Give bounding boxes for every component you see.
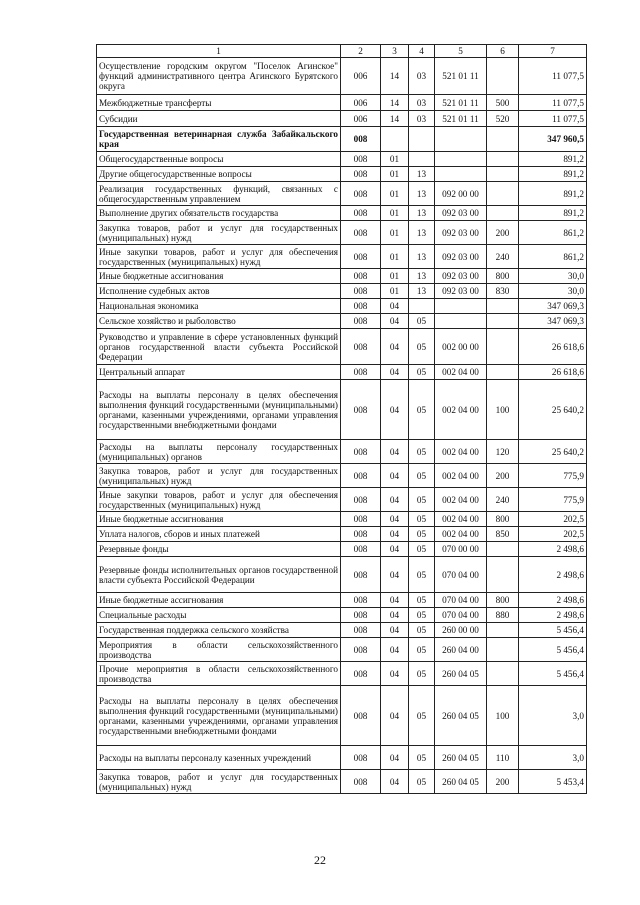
target-article-code: 092 03 00 <box>435 206 487 221</box>
expense-type-code <box>487 638 519 662</box>
expense-type-code: 240 <box>487 245 519 269</box>
row-description: Расходы на выплаты персоналу государственных (муниципальных) органов <box>97 440 341 464</box>
subsection-code: 05 <box>409 527 435 542</box>
amount: 26 618,6 <box>519 365 587 380</box>
row-description: Закупка товаров, работ и услуг для государственных (муниципальных) нужд <box>97 464 341 488</box>
subsection-code: 13 <box>409 269 435 284</box>
amount: 30,0 <box>519 284 587 299</box>
subsection-code: 13 <box>409 245 435 269</box>
row-description: Иные бюджетные ассигнования <box>97 593 341 608</box>
table-row <box>97 58 587 95</box>
subsection-code <box>409 299 435 314</box>
expense-type-code: 850 <box>487 527 519 542</box>
expense-type-code: 200 <box>487 770 519 794</box>
target-article-code: 002 04 00 <box>435 365 487 380</box>
ministry-code: 008 <box>341 557 381 593</box>
row-description: Мероприятия в области сельскохозяйственного производства <box>97 638 341 662</box>
row-description: Межбюджетные трансферты <box>97 95 341 111</box>
subsection-code: 05 <box>409 593 435 608</box>
ministry-code: 008 <box>341 127 381 152</box>
amount: 347 960,5 <box>519 127 587 152</box>
amount: 3,0 <box>519 746 587 770</box>
table-row <box>97 380 587 440</box>
table-row <box>97 746 587 770</box>
row-description: Специальные расходы <box>97 608 341 623</box>
table-row <box>97 245 587 269</box>
section-code: 04 <box>381 593 409 608</box>
section-code: 04 <box>381 314 409 329</box>
table-row <box>97 329 587 365</box>
table-row <box>97 488 587 512</box>
target-article-code: 092 03 00 <box>435 245 487 269</box>
row-description: Уплата налогов, сборов и иных платежей <box>97 527 341 542</box>
subsection-code: 13 <box>409 167 435 182</box>
ministry-code: 008 <box>341 608 381 623</box>
expense-type-code: 800 <box>487 269 519 284</box>
section-code: 04 <box>381 557 409 593</box>
section-code: 01 <box>381 245 409 269</box>
amount: 861,2 <box>519 245 587 269</box>
ministry-code: 008 <box>341 746 381 770</box>
column-header: 2 <box>341 45 381 58</box>
amount: 5 453,4 <box>519 770 587 794</box>
table-row <box>97 127 587 152</box>
target-article-code: 260 04 05 <box>435 746 487 770</box>
target-article-code: 260 00 00 <box>435 623 487 638</box>
table-row <box>97 623 587 638</box>
target-article-code: 070 04 00 <box>435 557 487 593</box>
target-article-code: 070 00 00 <box>435 542 487 557</box>
ministry-code: 008 <box>341 245 381 269</box>
target-article-code: 002 04 00 <box>435 380 487 440</box>
target-article-code: 002 04 00 <box>435 488 487 512</box>
expense-type-code <box>487 182 519 206</box>
section-code: 04 <box>381 380 409 440</box>
target-article-code <box>435 167 487 182</box>
amount: 25 640,2 <box>519 440 587 464</box>
target-article-code: 002 04 00 <box>435 527 487 542</box>
row-description: Иные бюджетные ассигнования <box>97 269 341 284</box>
target-article-code: 521 01 11 <box>435 95 487 111</box>
subsection-code: 13 <box>409 284 435 299</box>
subsection-code: 03 <box>409 95 435 111</box>
table-row <box>97 365 587 380</box>
row-description: Сельское хозяйство и рыболовство <box>97 314 341 329</box>
row-description: Исполнение судебных актов <box>97 284 341 299</box>
ministry-code: 008 <box>341 512 381 527</box>
table-row <box>97 95 587 111</box>
section-code <box>381 127 409 152</box>
subsection-code: 05 <box>409 329 435 365</box>
table-row <box>97 686 587 746</box>
amount: 891,2 <box>519 206 587 221</box>
ministry-code: 008 <box>341 542 381 557</box>
section-code: 01 <box>381 206 409 221</box>
amount: 202,5 <box>519 512 587 527</box>
table-row <box>97 638 587 662</box>
amount: 26 618,6 <box>519 329 587 365</box>
budget-table <box>96 44 587 794</box>
expense-type-code <box>487 329 519 365</box>
expense-type-code <box>487 314 519 329</box>
expense-type-code <box>487 127 519 152</box>
section-code: 01 <box>381 182 409 206</box>
expense-type-code <box>487 167 519 182</box>
expense-type-code: 240 <box>487 488 519 512</box>
subsection-code: 05 <box>409 380 435 440</box>
ministry-code: 006 <box>341 111 381 127</box>
target-article-code: 092 03 00 <box>435 284 487 299</box>
table-row <box>97 269 587 284</box>
table-row <box>97 557 587 593</box>
ministry-code: 008 <box>341 440 381 464</box>
target-article-code: 260 04 05 <box>435 662 487 686</box>
ministry-code: 008 <box>341 770 381 794</box>
target-article-code: 092 03 00 <box>435 269 487 284</box>
section-code: 14 <box>381 58 409 95</box>
row-description: Государственная ветеринарная служба Забайкальского края <box>97 127 341 152</box>
ministry-code: 008 <box>341 299 381 314</box>
expense-type-code: 520 <box>487 111 519 127</box>
target-article-code: 260 04 05 <box>435 686 487 746</box>
table-row <box>97 182 587 206</box>
subsection-code: 05 <box>409 686 435 746</box>
amount: 30,0 <box>519 269 587 284</box>
expense-type-code: 200 <box>487 221 519 245</box>
expense-type-code <box>487 206 519 221</box>
subsection-code: 13 <box>409 221 435 245</box>
ministry-code: 008 <box>341 365 381 380</box>
row-description: Выполнение других обязательств государства <box>97 206 341 221</box>
target-article-code <box>435 299 487 314</box>
section-code: 01 <box>381 221 409 245</box>
table-row <box>97 527 587 542</box>
amount: 5 456,4 <box>519 662 587 686</box>
ministry-code: 008 <box>341 182 381 206</box>
amount: 2 498,6 <box>519 542 587 557</box>
ministry-code: 008 <box>341 686 381 746</box>
row-description: Осуществление городским округом "Поселок Агинское" функций административного центра Агинского Бурятского округа <box>97 58 341 95</box>
column-header: 4 <box>409 45 435 58</box>
subsection-code: 13 <box>409 206 435 221</box>
row-description: Расходы на выплаты персоналу в целях обеспечения выполнения функций государственными (муниципальными) органами, казенными учреждениями, органами управления государственными внебюджетными фондами <box>97 686 341 746</box>
expense-type-code <box>487 58 519 95</box>
subsection-code: 05 <box>409 662 435 686</box>
table-row <box>97 464 587 488</box>
section-code: 04 <box>381 770 409 794</box>
section-code: 04 <box>381 608 409 623</box>
target-article-code: 002 04 00 <box>435 512 487 527</box>
target-article-code <box>435 314 487 329</box>
section-code: 01 <box>381 152 409 167</box>
ministry-code: 008 <box>341 488 381 512</box>
ministry-code: 008 <box>341 206 381 221</box>
table-row <box>97 512 587 527</box>
table-row <box>97 662 587 686</box>
amount: 11 077,5 <box>519 58 587 95</box>
subsection-code: 03 <box>409 111 435 127</box>
subsection-code <box>409 152 435 167</box>
amount: 891,2 <box>519 152 587 167</box>
ministry-code: 008 <box>341 167 381 182</box>
page-number: 22 <box>314 853 326 867</box>
section-code: 01 <box>381 269 409 284</box>
expense-type-code: 200 <box>487 464 519 488</box>
row-description: Закупка товаров, работ и услуг для государственных (муниципальных) нужд <box>97 770 341 794</box>
ministry-code: 008 <box>341 638 381 662</box>
target-article-code: 521 01 11 <box>435 58 487 95</box>
section-code: 01 <box>381 284 409 299</box>
row-description: Реализация государственных функций, связанных с общегосударственным управлением <box>97 182 341 206</box>
expense-type-code <box>487 662 519 686</box>
subsection-code: 05 <box>409 512 435 527</box>
table-row <box>97 314 587 329</box>
subsection-code: 05 <box>409 746 435 770</box>
column-header: 3 <box>381 45 409 58</box>
target-article-code: 070 04 00 <box>435 608 487 623</box>
table-row <box>97 111 587 127</box>
row-description: Резервные фонды исполнительных органов государственной власти субъекта Российской Федерации <box>97 557 341 593</box>
ministry-code: 008 <box>341 152 381 167</box>
subsection-code: 05 <box>409 638 435 662</box>
row-description: Закупка товаров, работ и услуг для государственных (муниципальных) нужд <box>97 221 341 245</box>
ministry-code: 008 <box>341 464 381 488</box>
row-description: Субсидии <box>97 111 341 127</box>
section-code: 04 <box>381 542 409 557</box>
column-header: 6 <box>487 45 519 58</box>
section-code: 04 <box>381 527 409 542</box>
expense-type-code: 880 <box>487 608 519 623</box>
row-description: Расходы на выплаты персоналу в целях обеспечения выполнения функций государственными (муниципальными) органами, казенными учреждениями, органами управления государственными внебюджетными фондами <box>97 380 341 440</box>
subsection-code: 05 <box>409 365 435 380</box>
amount: 11 077,5 <box>519 95 587 111</box>
table-row <box>97 542 587 557</box>
expense-type-code <box>487 542 519 557</box>
expense-type-code: 800 <box>487 512 519 527</box>
amount: 775,9 <box>519 488 587 512</box>
expense-type-code <box>487 152 519 167</box>
row-description: Резервные фонды <box>97 542 341 557</box>
target-article-code <box>435 152 487 167</box>
ministry-code: 008 <box>341 314 381 329</box>
target-article-code: 092 00 00 <box>435 182 487 206</box>
row-description: Иные закупки товаров, работ и услуг для обеспечения государственных (муниципальных) нужд <box>97 245 341 269</box>
amount: 775,9 <box>519 464 587 488</box>
target-article-code: 002 04 00 <box>435 440 487 464</box>
column-header: 5 <box>435 45 487 58</box>
subsection-code: 05 <box>409 488 435 512</box>
expense-type-code: 110 <box>487 746 519 770</box>
section-code: 04 <box>381 464 409 488</box>
ministry-code: 008 <box>341 593 381 608</box>
row-description: Другие общегосударственные вопросы <box>97 167 341 182</box>
row-description: Иные бюджетные ассигнования <box>97 512 341 527</box>
amount: 202,5 <box>519 527 587 542</box>
target-article-code: 092 03 00 <box>435 221 487 245</box>
subsection-code <box>409 127 435 152</box>
target-article-code: 260 04 05 <box>435 770 487 794</box>
target-article-code: 070 04 00 <box>435 593 487 608</box>
table-row <box>97 299 587 314</box>
target-article-code <box>435 127 487 152</box>
section-code: 14 <box>381 111 409 127</box>
subsection-code: 13 <box>409 182 435 206</box>
ministry-code: 008 <box>341 284 381 299</box>
section-code: 04 <box>381 440 409 464</box>
subsection-code: 05 <box>409 608 435 623</box>
expense-type-code <box>487 299 519 314</box>
subsection-code: 03 <box>409 58 435 95</box>
table-body <box>97 58 587 794</box>
target-article-code: 002 00 00 <box>435 329 487 365</box>
expense-type-code: 830 <box>487 284 519 299</box>
section-code: 14 <box>381 95 409 111</box>
ministry-code: 008 <box>341 527 381 542</box>
table-row <box>97 221 587 245</box>
ministry-code: 008 <box>341 662 381 686</box>
section-code: 04 <box>381 746 409 770</box>
row-description: Государственная поддержка сельского хозяйства <box>97 623 341 638</box>
amount: 861,2 <box>519 221 587 245</box>
expense-type-code <box>487 557 519 593</box>
amount: 11 077,5 <box>519 111 587 127</box>
ministry-code: 008 <box>341 329 381 365</box>
ministry-code: 006 <box>341 95 381 111</box>
table-row <box>97 440 587 464</box>
table-row <box>97 167 587 182</box>
column-header: 1 <box>97 45 341 58</box>
ministry-code: 008 <box>341 380 381 440</box>
row-description: Общегосударственные вопросы <box>97 152 341 167</box>
table-row <box>97 206 587 221</box>
subsection-code: 05 <box>409 314 435 329</box>
expense-type-code: 100 <box>487 686 519 746</box>
amount: 891,2 <box>519 182 587 206</box>
subsection-code: 05 <box>409 440 435 464</box>
table-row <box>97 152 587 167</box>
ministry-code: 008 <box>341 623 381 638</box>
expense-type-code <box>487 365 519 380</box>
section-code: 04 <box>381 488 409 512</box>
section-code: 04 <box>381 623 409 638</box>
ministry-code: 008 <box>341 221 381 245</box>
amount: 5 456,4 <box>519 638 587 662</box>
row-description: Расходы на выплаты персоналу казенных учреждений <box>97 746 341 770</box>
amount: 3,0 <box>519 686 587 746</box>
subsection-code: 05 <box>409 557 435 593</box>
section-code: 04 <box>381 365 409 380</box>
ministry-code: 008 <box>341 269 381 284</box>
subsection-code: 05 <box>409 542 435 557</box>
table-header-row <box>97 45 587 58</box>
row-description: Национальная экономика <box>97 299 341 314</box>
subsection-code: 05 <box>409 623 435 638</box>
table-row <box>97 593 587 608</box>
column-header: 7 <box>519 45 587 58</box>
expense-type-code: 120 <box>487 440 519 464</box>
amount: 347 069,3 <box>519 314 587 329</box>
row-description: Центральный аппарат <box>97 365 341 380</box>
section-code: 04 <box>381 638 409 662</box>
target-article-code: 260 04 00 <box>435 638 487 662</box>
amount: 2 498,6 <box>519 593 587 608</box>
target-article-code: 002 04 00 <box>435 464 487 488</box>
amount: 25 640,2 <box>519 380 587 440</box>
expense-type-code: 800 <box>487 593 519 608</box>
section-code: 04 <box>381 686 409 746</box>
row-description: Прочие мероприятия в области сельскохозяйственного производства <box>97 662 341 686</box>
table-row <box>97 770 587 794</box>
subsection-code: 05 <box>409 770 435 794</box>
expense-type-code: 100 <box>487 380 519 440</box>
section-code: 04 <box>381 662 409 686</box>
row-description: Иные закупки товаров, работ и услуг для обеспечения государственных (муниципальных) нужд <box>97 488 341 512</box>
ministry-code: 006 <box>341 58 381 95</box>
amount: 2 498,6 <box>519 608 587 623</box>
section-code: 04 <box>381 512 409 527</box>
table-row <box>97 284 587 299</box>
target-article-code: 521 01 11 <box>435 111 487 127</box>
amount: 2 498,6 <box>519 557 587 593</box>
section-code: 04 <box>381 329 409 365</box>
amount: 891,2 <box>519 167 587 182</box>
amount: 347 069,3 <box>519 299 587 314</box>
subsection-code: 05 <box>409 464 435 488</box>
expense-type-code <box>487 623 519 638</box>
section-code: 01 <box>381 167 409 182</box>
row-description: Руководство и управление в сфере установленных функций органов государственной власти субъекта Российской Федерации <box>97 329 341 365</box>
table-row <box>97 608 587 623</box>
expense-type-code: 500 <box>487 95 519 111</box>
section-code: 04 <box>381 299 409 314</box>
amount: 5 456,4 <box>519 623 587 638</box>
